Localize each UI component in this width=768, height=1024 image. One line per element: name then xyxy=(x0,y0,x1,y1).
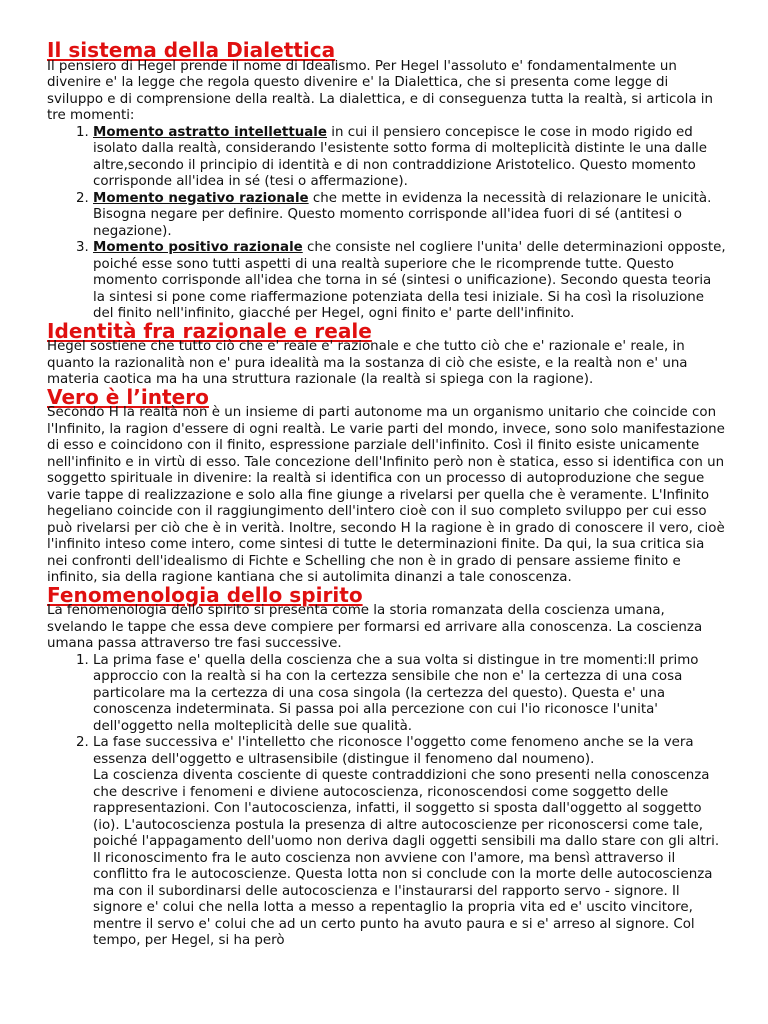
list-item xyxy=(93,125,727,191)
list-item-text: La fase successiva e' l'intelletto che riconosce l'oggetto come fenomeno anche se la vera essenza dell'oggetto e ultrasensibile (distingue il fenomeno dal noumeno). xyxy=(93,735,694,767)
paragraph-dialettica-intro: Il pensiero di Hegel prende il nome di Idealismo. Per Hegel l'assoluto e' fondamentalmente un divenire e' la legge che regola questo divenire e' la Dialettica, che si presenta come legge di sviluppo e di comprensione della realtà. La dialettica, e di conseguenza tutta la realtà, si articola in tre momenti: xyxy=(47,58,713,123)
list-item xyxy=(93,240,727,323)
term-momento-positivo: Momento positivo razionale xyxy=(93,240,303,255)
list-item xyxy=(93,653,727,736)
list-item-text: che mette in evidenza la necessità di relazionare le unicità. Bisogna negare per definire. Questo momento corrisponde all'idea fuori di sé (antitesi o negazione). xyxy=(93,190,712,239)
list-item-continuation: La coscienza diventa cosciente di queste contraddizioni che sono presenti nella conoscenza che descrive i fenomeni e diviene autocoscienza, riconoscendosi come soggetto delle rappresentazioni. Con l'autocoscienza, infatti, il soggetto si sposta dall'oggetto al soggetto (io). L'autocoscienza postula la presenza di altre autocoscienze per riconoscersi come tale, poiché l'appagamento dell'uomo non deriva dagli oggetti sensibili ma dallo stare con gli altri. Il riconoscimento fra le auto coscienza non avviene con l'amore, ma bensì attraverso il conflitto fra le autocoscienze. Questa lotta non si conclude con la morte delle autocoscienza ma con il subordinarsi delle autocoscienza e l'instaurarsi del rapporto servo - signore. Il signore e' colui che nella lotta a messo a repentaglio la propria vita ed e' uscito vincitore, mentre il servo e' colui che ad un certo punto ha avuto paura e si e' arreso al signore. Col tempo, per Hegel, si ha però xyxy=(93,768,720,948)
paragraph-identita: Hegel sostiene che tutto ciò che e' reale e' razionale e che tutto ciò che e' razionale e' reale, in quanto la razionalità non e' pura idealità ma la sostanza di ciò che esiste, e la realtà non e' una materia caotica ma ha una struttura razionale (la realtà si spiega con la ragione). xyxy=(47,339,688,387)
paragraph-fenomenologia-intro: La fenomenologia dello spirito si presenta come la storia romanzata della coscienza umana, svelando le tappe che essa deve compiere per formarsi ed arrivare alla conoscenza. La coscienza umana passa attraverso tre fasi successive. xyxy=(47,603,703,651)
list-item xyxy=(93,191,727,241)
section-heading-fenomenologia: Fenomenologia dello spirito xyxy=(47,582,363,607)
term-momento-astratto: Momento astratto intellettuale xyxy=(93,124,327,140)
term-momento-negativo: Momento negativo razionale xyxy=(93,190,309,206)
list-item-text: in cui il pensiero concepisce le cose in modo rigido ed isolato dalla realtà, considerando l'esistente sotto forma di molteplicità distinte le una dalle altre,secondo il principio di identità e di non contraddizione Aristotelico. Questo momento corrisponde all'idea in sé (tesi o affermazione). xyxy=(93,124,708,189)
list-item-text: che consiste nel cogliere l'unita' delle determinazioni opposte, poiché esse sono tutti aspetti di una realtà superiore che le ricomprende tutte. Questo momento corrisponde all'idea che torna in sé (sintesi o unificazione). Secondo questa teoria la sintesi si pone come riaffermazione potenziata della tesi iniziale. Si ha così la risoluzione del finito nell'infinito, giacché per Hegel, ogni finito e' parte dell'infinito. xyxy=(93,240,726,321)
section-heading-vero-intero: Vero è l’intero xyxy=(47,384,209,409)
list-momenti xyxy=(47,125,727,323)
list-item xyxy=(93,735,727,950)
section-heading-dialettica: Il sistema della Dialettica xyxy=(47,38,336,62)
paragraph-vero-intero: Secondo H la realtà non è un insieme di parti autonome ma un organismo unitario che coincide con l'Infinito, la ragion d'essere di ogni realtà. Le varie parti del mondo, invece, sono solo manifestazione di esso e coincidono con il finito, espressione parziale dell'infinito. Così il finito esiste unicamente nell'infinito e in virtù di esso. Tale concezione dell'Infinito però non è statica, esso si identifica con un soggetto spirituale in divenire: la realtà si identifica con un processo di autoproduzione che segue varie tappe di realizzazione e solo alla fine giunge a rivelarsi per quella che è veramente. L'Infinito hegeliano coincide con il raggiungimento dell'intero cioè con il suo completo sviluppo per cui esso può rivelarsi per ciò che è in verità. Inoltre, secondo H la ragione è in grado di conoscere il vero, cioè l'infinito inteso come intero, come sintesi di tutte le determinazioni finite. Da qui, la sua critica sia nei confronti dell'idealismo di Fichte e Schelling che non è in grado di pensare assieme finito e infinito, sia della ragione kantiana che si autolimita dinanzi a tale conoscenza. xyxy=(47,405,725,585)
section-heading-identita: Identità fra razionale e reale xyxy=(47,318,372,343)
list-item-text: La prima fase e' quella della coscienza che a sua volta si distingue in tre momenti:Il primo approccio con la realtà si ha con la certezza sensibile che non e' la certezza di una cosa particolare ma la certezza di una cosa singola (la certezza del questo). Questa e' una conoscenza indeterminata. Si passa poi alla percezione con cui l'io riconosce l'unita' dell'oggetto nella molteplicità delle sue qualità. xyxy=(93,652,699,734)
list-fasi xyxy=(47,653,727,950)
document-page xyxy=(47,38,727,950)
